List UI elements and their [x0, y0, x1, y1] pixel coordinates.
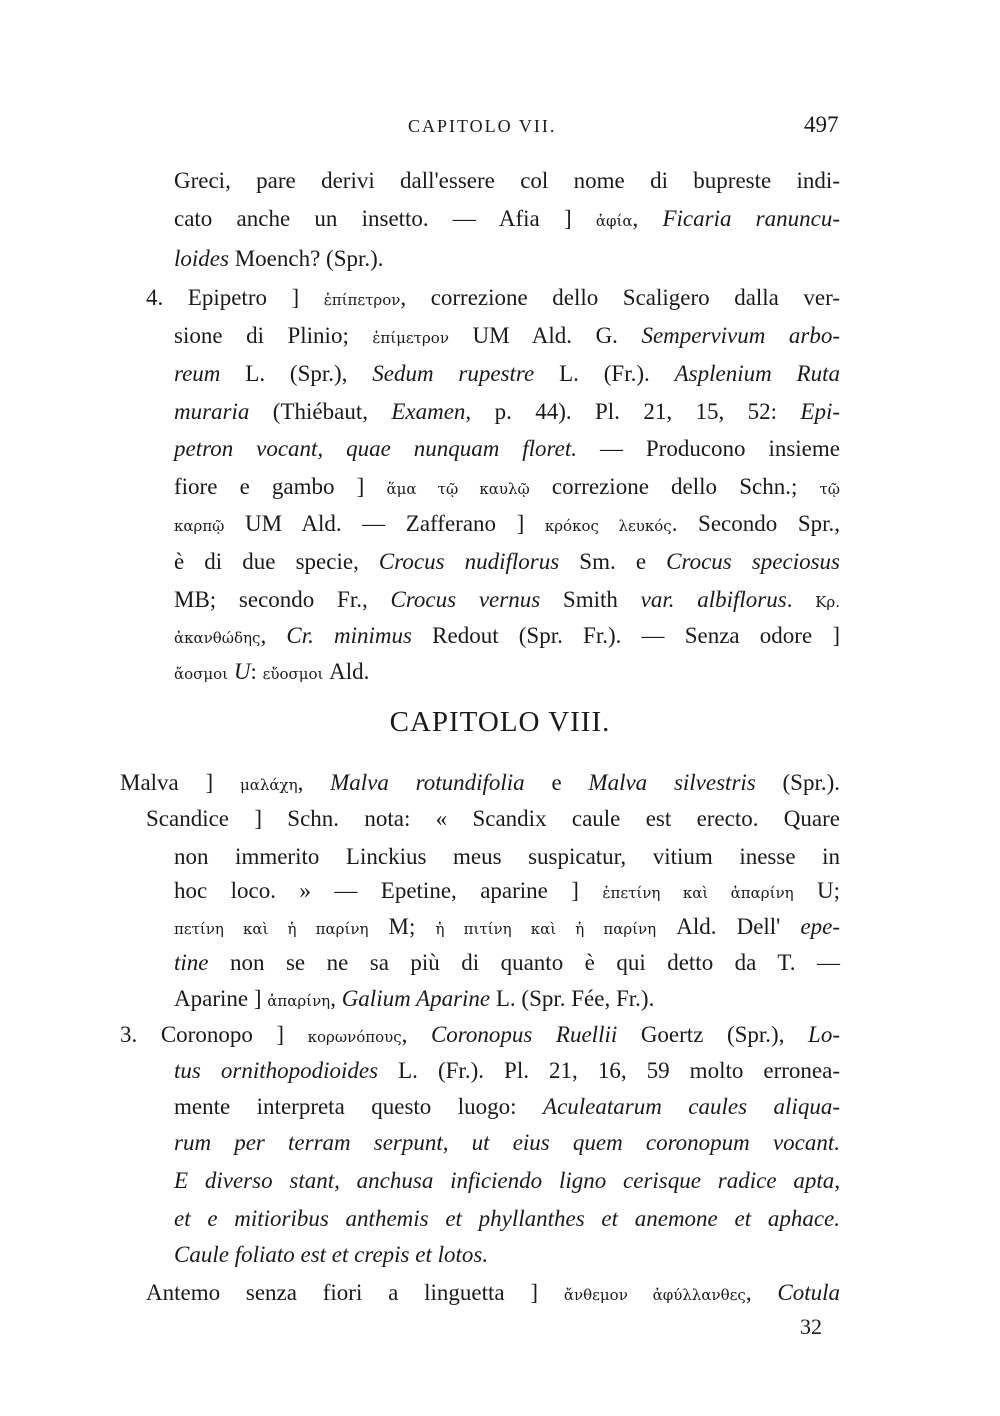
- italic-text: Lo-: [808, 1022, 840, 1047]
- italic-text: Epi-: [800, 399, 840, 424]
- text-run: .: [786, 587, 816, 612]
- italic-text: Ficaria ranuncu-: [662, 206, 840, 231]
- greek-text: ἄοσμοι: [174, 665, 229, 683]
- running-title: CAPITOLO VII.: [408, 116, 557, 136]
- text-run: L. (Spr.),: [220, 361, 373, 386]
- text-run: ,: [330, 986, 342, 1011]
- text-line: [120, 768, 840, 800]
- italic-text: tus ornithopodioides: [174, 1058, 379, 1083]
- text-run: correzione dello Schn.;: [529, 474, 820, 499]
- text-line: [174, 472, 840, 504]
- greek-text: ἄνθεμον ἀφύλλανθες: [563, 1286, 746, 1304]
- italic-text: rum per terram serpunt, ut eius quem coronopum vocant.: [174, 1130, 840, 1155]
- text-line: [174, 621, 840, 653]
- italic-text: tine: [174, 950, 209, 975]
- text-line: [146, 1278, 840, 1310]
- text-line: [174, 204, 840, 236]
- italic-text: Malva silvestris: [588, 770, 756, 795]
- text-run: UM Ald. — Zafferano ]: [224, 511, 545, 536]
- italic-text: Cotula: [777, 1280, 841, 1305]
- text-line: [174, 1128, 840, 1158]
- text-line: [146, 804, 840, 834]
- text-line: [174, 948, 840, 978]
- text-run: non se ne sa più di quanto è qui detto da T. —: [208, 950, 840, 975]
- text-run: Sm. e: [559, 549, 667, 574]
- text-run: ,: [745, 1280, 778, 1305]
- greek-text: ἐπίμετρον: [372, 329, 449, 347]
- greek-text: ἀκανθώδης: [174, 629, 261, 647]
- italic-text: Coronopus Ruellii: [430, 1022, 618, 1047]
- text-line: [174, 1166, 840, 1196]
- text-line: [174, 359, 840, 389]
- italic-text: Malva rotundifolia: [330, 770, 525, 795]
- text-line: [174, 547, 840, 577]
- text-run: :: [250, 659, 263, 684]
- text-line: [146, 283, 840, 315]
- text-line: [174, 166, 840, 196]
- text-line: [174, 1204, 840, 1234]
- text-run: ,: [632, 206, 663, 231]
- text-run: , correzione dello Scaligero dalla ver-: [400, 285, 840, 310]
- text-run: Smith: [540, 587, 641, 612]
- text-run: L. (Fr.).: [534, 361, 675, 386]
- italic-text: Asplenium Ruta: [674, 361, 840, 386]
- italic-text: Galium Aparine: [341, 986, 491, 1011]
- text-run: Ald. Dell': [656, 914, 801, 939]
- text-run: Moench? (Spr.).: [228, 246, 384, 271]
- text-run: MB; secondo Fr.,: [174, 587, 391, 612]
- text-run: mente interpreta questo luogo:: [174, 1094, 544, 1119]
- text-run: Scandice ] Schn. nota: « Scandix caule est erecto. Quare: [146, 806, 840, 831]
- text-run: U;: [793, 878, 841, 903]
- page-number: 497: [804, 112, 839, 137]
- text-line: [174, 912, 840, 944]
- italic-text: reum: [174, 361, 221, 386]
- greek-text: τῷ: [819, 480, 841, 498]
- greek-text: ἡ πιτίνη καὶ ἡ παρίνη: [435, 920, 657, 938]
- greek-text: κορωνόπους: [307, 1028, 402, 1046]
- text-run: L. (Spr. Fée, Fr.).: [490, 986, 655, 1011]
- italic-text: var. albiflorus: [640, 587, 787, 612]
- text-line: [174, 842, 840, 872]
- greek-text: ἅμα τῷ καυλῷ: [386, 480, 530, 498]
- text-run: e: [524, 770, 589, 795]
- text-line: [174, 1240, 488, 1270]
- text-line: [174, 244, 384, 274]
- text-line: [174, 397, 840, 427]
- italic-text: Crocus nudiflorus: [378, 549, 560, 574]
- text-line: [174, 509, 840, 541]
- text-line: [174, 876, 840, 908]
- greek-text: κρόκος λευκός: [544, 517, 672, 535]
- text-line: [174, 1056, 840, 1086]
- text-line: [174, 984, 654, 1016]
- text-run: hoc loco. » — Epetine, aparine ]: [174, 878, 603, 903]
- text-run: Redout (Spr. Fr.). — Senza odore ]: [411, 623, 840, 648]
- text-run: , p. 44). Pl. 21, 15, 52:: [465, 399, 801, 424]
- greek-text: μαλάχη: [239, 776, 298, 794]
- text-run: Goertz (Spr.),: [617, 1022, 809, 1047]
- text-line: [174, 657, 369, 689]
- text-line: [174, 434, 840, 464]
- text-run: 4. Epipetro ]: [146, 285, 324, 310]
- text-run: 3. Coronopo ]: [120, 1022, 308, 1047]
- text-line: [174, 585, 840, 617]
- greek-text: Κρ.: [815, 593, 840, 611]
- text-run: (Spr.).: [755, 770, 841, 795]
- text-run: è di due specie,: [174, 549, 379, 574]
- italic-text: epe-: [800, 914, 841, 939]
- text-run: . Secondo Spr.,: [671, 511, 841, 536]
- italic-text: Crocus speciosus: [666, 549, 840, 574]
- text-run: ,: [297, 770, 331, 795]
- italic-text: petron vocant, quae nunquam floret.: [174, 436, 578, 461]
- text-run: fiore e gambo ]: [174, 474, 387, 499]
- italic-text: Cr. minimus: [286, 623, 412, 648]
- italic-text: U: [233, 659, 251, 684]
- text-run: Antemo senza fiori a linguetta ]: [146, 1280, 564, 1305]
- text-run: cato anche un insetto. — Afia ]: [174, 206, 596, 231]
- running-head: [0, 112, 1000, 148]
- italic-text: Aculeatarum caules aliqua-: [543, 1094, 840, 1119]
- chapter-heading: CAPITOLO VIII.: [389, 706, 611, 738]
- text-run: sione di Plinio;: [174, 323, 373, 348]
- text-line: [174, 321, 840, 353]
- italic-text: Crocus vernus: [390, 587, 541, 612]
- text-run: L. (Fr.). Pl. 21, 16, 59 molto erronea-: [378, 1058, 840, 1083]
- greek-text: εὔοσμοι: [262, 665, 324, 683]
- italic-text: Sempervivum arbo-: [641, 323, 840, 348]
- greek-text: ἐπετίνη καὶ ἀπαρίνη: [602, 884, 794, 902]
- italic-text: Sedum rupestre: [372, 361, 535, 386]
- text-run: UM Ald. G.: [448, 323, 642, 348]
- text-run: non immerito Linckius meus suspicatur, vitium inesse in: [174, 844, 840, 869]
- text-run: ,: [260, 623, 287, 648]
- greek-text: καρπῷ: [174, 517, 225, 535]
- text-run: ,: [401, 1022, 431, 1047]
- text-run: M;: [368, 914, 436, 939]
- italic-text: muraria: [174, 399, 250, 424]
- signature-mark: 32: [800, 1314, 822, 1339]
- text-run: Greci, pare derivi dall'essere col nome di bupreste indi-: [174, 168, 840, 193]
- greek-text: πετίνη καὶ ἡ παρίνη: [174, 920, 369, 938]
- text-run: Ald.: [323, 659, 370, 684]
- text-run: Aparine ]: [174, 986, 268, 1011]
- text-run: (Thiébaut,: [249, 399, 392, 424]
- text-run: — Producono insieme: [577, 436, 840, 461]
- italic-text: Caule foliato est et crepis et lotos.: [174, 1242, 489, 1267]
- greek-text: ἀπαρίνη: [267, 992, 331, 1010]
- text-run: Malva ]: [120, 770, 240, 795]
- greek-text: ἀφία: [595, 212, 633, 230]
- italic-text: Examen: [391, 399, 466, 424]
- italic-text: E diverso stant, anchusa inficiendo ligno cerisque radice apta,: [174, 1168, 840, 1193]
- text-line: [120, 1020, 840, 1052]
- greek-text: ἐπίπετρον: [323, 291, 401, 309]
- text-line: [174, 1092, 840, 1122]
- italic-text: et e mitioribus anthemis et phyllanthes et anemone et aphace.: [174, 1206, 840, 1231]
- italic-text: loides: [174, 246, 229, 271]
